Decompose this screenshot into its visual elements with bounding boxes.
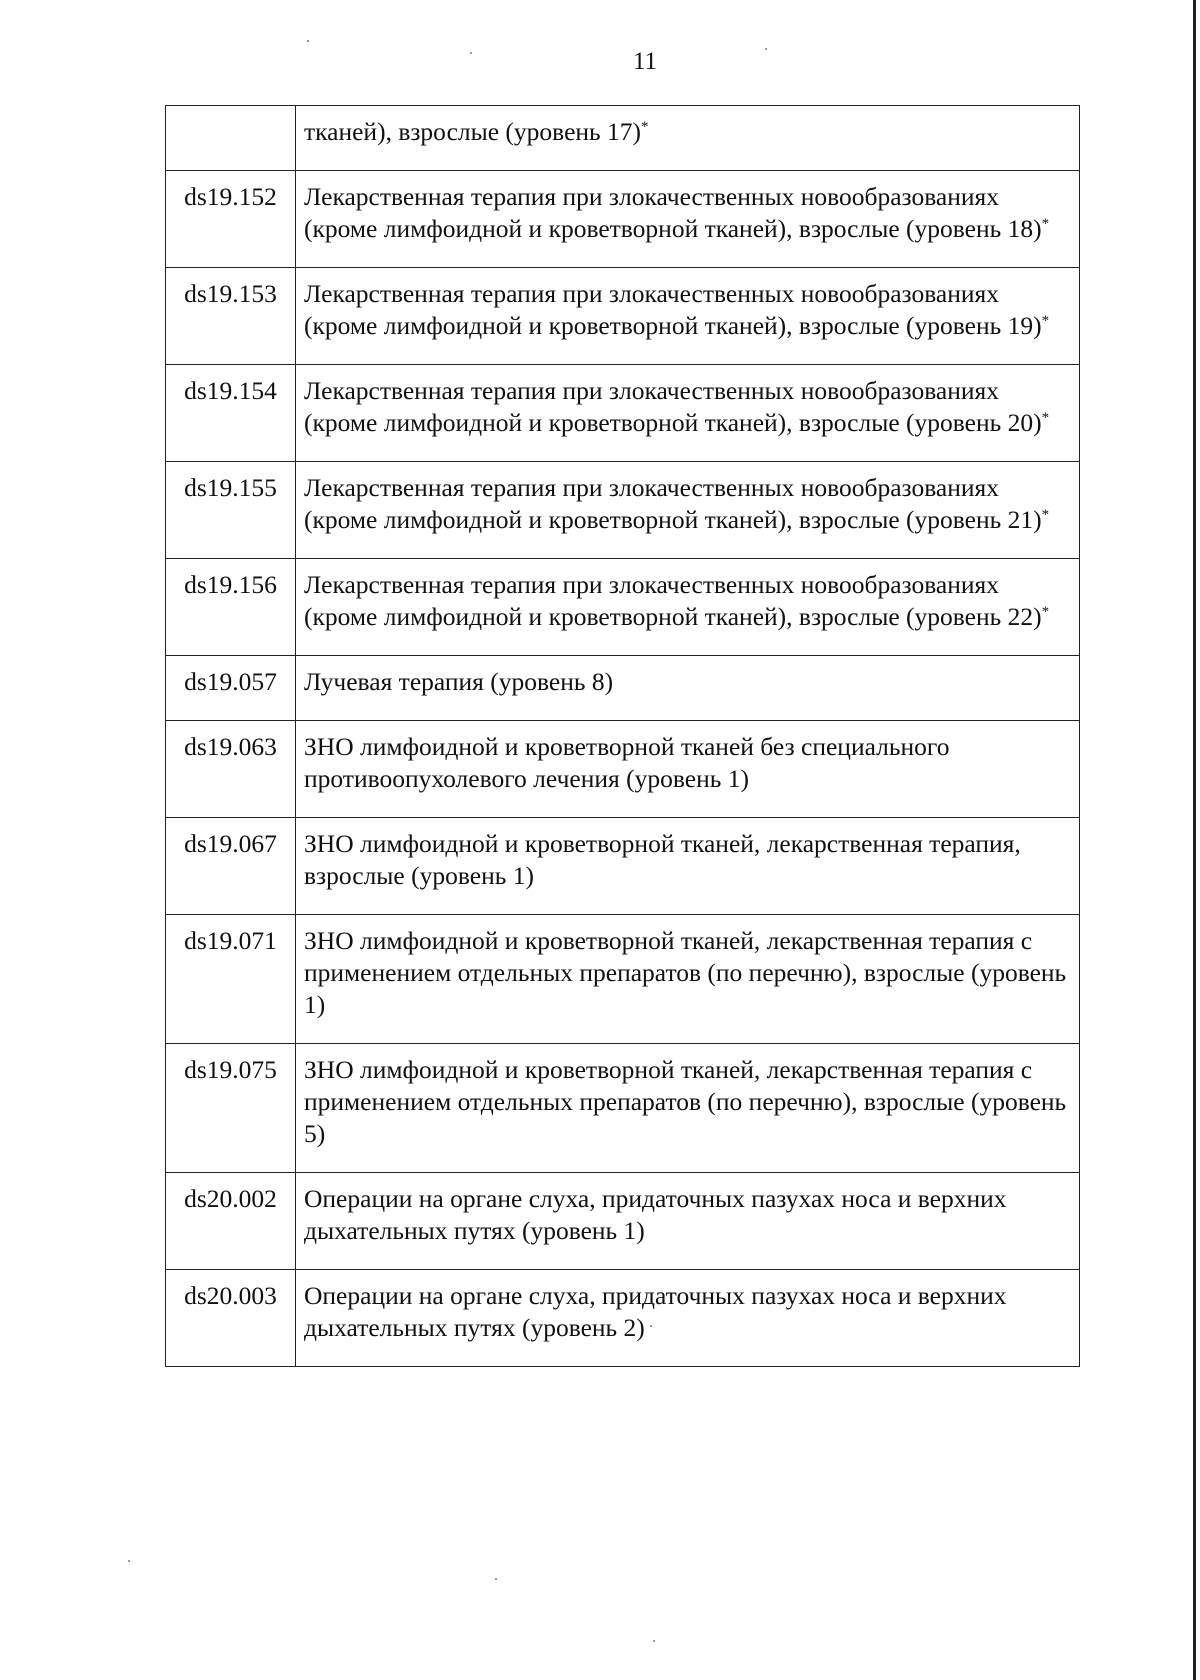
table-row <box>166 1173 1080 1270</box>
row-code: ds19.155 <box>166 462 296 559</box>
row-description <box>296 1044 1080 1173</box>
table-row <box>166 268 1080 365</box>
page-edge-line <box>1193 0 1196 1680</box>
table-row <box>166 462 1080 559</box>
table-body <box>166 106 1080 1367</box>
table-row <box>166 171 1080 268</box>
row-code: ds20.003 <box>166 1270 296 1367</box>
row-description <box>296 365 1080 462</box>
row-description <box>296 559 1080 656</box>
row-description <box>296 1173 1080 1270</box>
table-row <box>166 915 1080 1044</box>
scan-speck <box>650 1325 652 1327</box>
codes-table <box>165 105 1080 1367</box>
scan-speck <box>495 1578 497 1580</box>
table-row <box>166 818 1080 915</box>
scan-speck <box>653 1640 655 1642</box>
row-description-text: ЗНО лимфоидной и кроветворной тканей, лекарственная терапия с применением отдельных препаратов (по перечню), взрослые (уровень 1) <box>304 926 1067 1019</box>
row-code: ds19.154 <box>166 365 296 462</box>
scan-speck <box>307 40 309 42</box>
row-code: ds19.153 <box>166 268 296 365</box>
row-description-text: ЗНО лимфоидной и кроветворной тканей, лекарственная терапия, взрослые (уровень 1) <box>304 829 1021 890</box>
row-code: ds19.063 <box>166 721 296 818</box>
row-code: ds20.002 <box>166 1173 296 1270</box>
table-row <box>166 365 1080 462</box>
row-description <box>296 818 1080 915</box>
row-code <box>166 106 296 171</box>
row-description <box>296 721 1080 818</box>
row-description-text: Операции на органе слуха, придаточных пазухах носа и верхних дыхательных путях (уровень 2) <box>304 1281 1007 1342</box>
footnote-asterisk: * <box>1041 216 1050 232</box>
footnote-asterisk: * <box>1041 604 1050 620</box>
row-description-text: Лекарственная терапия при злокачественных новообразованиях (кроме лимфоидной и кроветворной тканей), взрослые (уровень 19) <box>304 279 1042 340</box>
row-code: ds19.156 <box>166 559 296 656</box>
row-description <box>296 106 1080 171</box>
scan-speck <box>470 52 472 54</box>
row-code: ds19.057 <box>166 656 296 721</box>
row-code: ds19.152 <box>166 171 296 268</box>
table-row <box>166 656 1080 721</box>
row-description-text: ЗНО лимфоидной и кроветворной тканей без специального противоопухолевого лечения (уровень 1) <box>304 732 950 793</box>
scan-speck <box>765 48 767 50</box>
table-row <box>166 1270 1080 1367</box>
row-description-text: Лекарственная терапия при злокачественных новообразованиях (кроме лимфоидной и кроветворной тканей), взрослые (уровень 22) <box>304 570 1042 631</box>
row-description-text: Лекарственная терапия при злокачественных новообразованиях (кроме лимфоидной и кроветворной тканей), взрослые (уровень 20) <box>304 376 1042 437</box>
table-row <box>166 1044 1080 1173</box>
row-code: ds19.071 <box>166 915 296 1044</box>
row-description-text: тканей), взрослые (уровень 17) <box>304 117 642 146</box>
footnote-asterisk: * <box>1041 313 1050 329</box>
scan-speck <box>128 1560 130 1562</box>
table-row <box>166 559 1080 656</box>
row-description <box>296 915 1080 1044</box>
table-row <box>166 106 1080 171</box>
row-description <box>296 656 1080 721</box>
row-code: ds19.075 <box>166 1044 296 1173</box>
row-description <box>296 171 1080 268</box>
row-description-text: Лекарственная терапия при злокачественных новообразованиях (кроме лимфоидной и кроветворной тканей), взрослые (уровень 21) <box>304 473 1042 534</box>
row-description-text: ЗНО лимфоидной и кроветворной тканей, лекарственная терапия с применением отдельных препаратов (по перечню), взрослые (уровень 5) <box>304 1055 1067 1148</box>
row-description <box>296 268 1080 365</box>
row-description <box>296 1270 1080 1367</box>
row-description <box>296 462 1080 559</box>
row-code: ds19.067 <box>166 818 296 915</box>
row-description-text: Операции на органе слуха, придаточных пазухах носа и верхних дыхательных путях (уровень 1) <box>304 1184 1007 1245</box>
row-description-text: Лучевая терапия (уровень 8) <box>304 667 614 696</box>
footnote-asterisk: * <box>1041 410 1050 426</box>
table-row <box>166 721 1080 818</box>
footnote-asterisk: * <box>1041 507 1050 523</box>
footnote-asterisk: * <box>641 119 649 135</box>
page-number: 11 <box>632 48 658 75</box>
row-description-text: Лекарственная терапия при злокачественных новообразованиях (кроме лимфоидной и кроветворной тканей), взрослые (уровень 18) <box>304 182 1042 243</box>
